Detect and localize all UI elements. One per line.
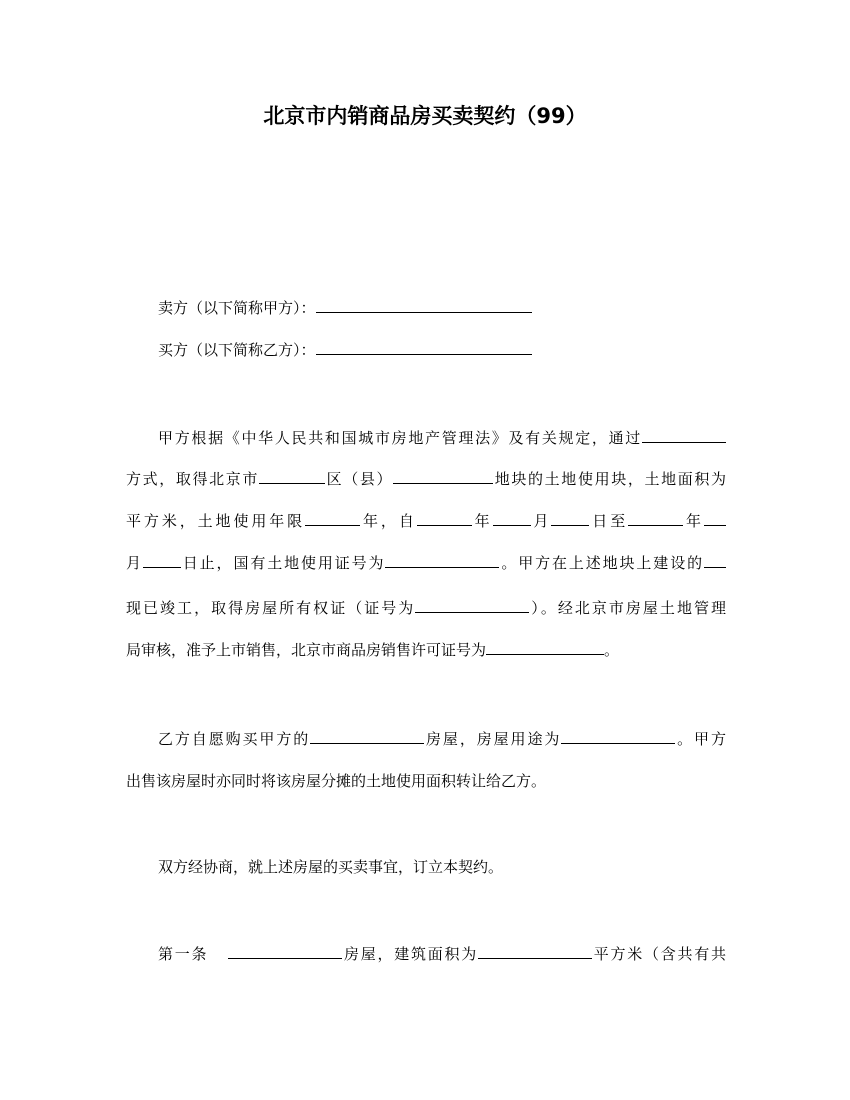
buyer-name-blank[interactable] [316, 339, 532, 355]
para2-line1 [158, 728, 726, 750]
sales-license-number-blank[interactable] [486, 639, 604, 655]
para1-text: 月 [126, 554, 143, 572]
plot-blank[interactable] [393, 468, 493, 484]
para2-text: 。甲方 [675, 730, 726, 748]
para1-line2 [126, 468, 726, 490]
para1-text: 区（县） [325, 470, 394, 488]
para1-text: 年，自 [360, 512, 417, 530]
district-blank[interactable] [259, 468, 325, 484]
buyer-line [158, 339, 726, 361]
building-name-blank[interactable] [704, 552, 726, 568]
para2-text: 乙方自愿购买甲方的 [158, 730, 311, 748]
para1-text: 甲方根据《中华人民共和国城市房地产管理法》及有关规定，通过 [158, 429, 642, 447]
start-month-blank[interactable] [493, 510, 531, 526]
article1-house-blank[interactable] [228, 943, 342, 959]
para1-text: 局审核，准予上市销售，北京市商品房销售许可证号为 [126, 641, 487, 659]
article1-line [158, 943, 726, 965]
para1-text: 年 [471, 512, 493, 530]
para1-text: 。甲方在上述地块上建设的 [499, 554, 704, 572]
house-usage-blank[interactable] [561, 728, 675, 744]
start-year-blank[interactable] [417, 510, 472, 526]
article1-label: 第一条 [158, 945, 209, 963]
house-blank[interactable] [310, 728, 424, 744]
article1-text: 房屋，建筑面积为 [342, 945, 478, 963]
building-area-blank[interactable] [478, 943, 592, 959]
acquisition-method-blank[interactable] [642, 427, 726, 443]
para1-text: 日至 [589, 512, 629, 530]
document-title: 北京市内销商品房买卖契约（99） [263, 104, 587, 128]
end-year-blank[interactable] [628, 510, 683, 526]
buyer-label: 买方（以下简称乙方）： [158, 341, 316, 359]
para1-line1 [158, 427, 726, 449]
para1-line3 [126, 510, 726, 532]
para1-line6 [126, 639, 726, 661]
para3-text: 双方经协商，就上述房屋的买卖事宜，订立本契约。 [158, 858, 504, 876]
seller-name-blank[interactable] [316, 297, 532, 313]
article1-text: 平方米（含共有共 [591, 945, 726, 963]
start-day-blank[interactable] [551, 510, 589, 526]
para1-text: 。 [604, 641, 620, 659]
para2-text: 出售该房屋时亦同时将该房屋分摊的土地使用面积转让给乙方。 [126, 772, 547, 790]
para1-line4 [126, 552, 726, 574]
para1-text: 方式，取得北京市 [126, 470, 260, 488]
para2-line2 [126, 770, 726, 792]
land-use-years-blank[interactable] [305, 510, 360, 526]
para1-text: 地块的土地使用块，土地面积为 [493, 470, 726, 488]
para1-text: 平方米，土地使用年限 [126, 512, 306, 530]
para1-text: 月 [530, 512, 552, 530]
seller-line [158, 297, 726, 319]
seller-label: 卖方（以下简称甲方）： [158, 299, 316, 317]
para1-text: ）。经北京市房屋土地管理 [529, 599, 726, 617]
ownership-certificate-number-blank[interactable] [415, 597, 529, 613]
para1-text: 年 [683, 512, 704, 530]
end-month-blank[interactable] [704, 510, 726, 526]
end-day-blank[interactable] [143, 552, 181, 568]
land-certificate-number-blank[interactable] [385, 552, 499, 568]
para1-text: 现已竣工，取得房屋所有权证（证号为 [126, 599, 416, 617]
para1-line5 [126, 597, 726, 619]
para1-text: 日止，国有土地使用证号为 [180, 554, 386, 572]
para3-line [158, 856, 726, 878]
para2-text: 房屋，房屋用途为 [424, 730, 562, 748]
